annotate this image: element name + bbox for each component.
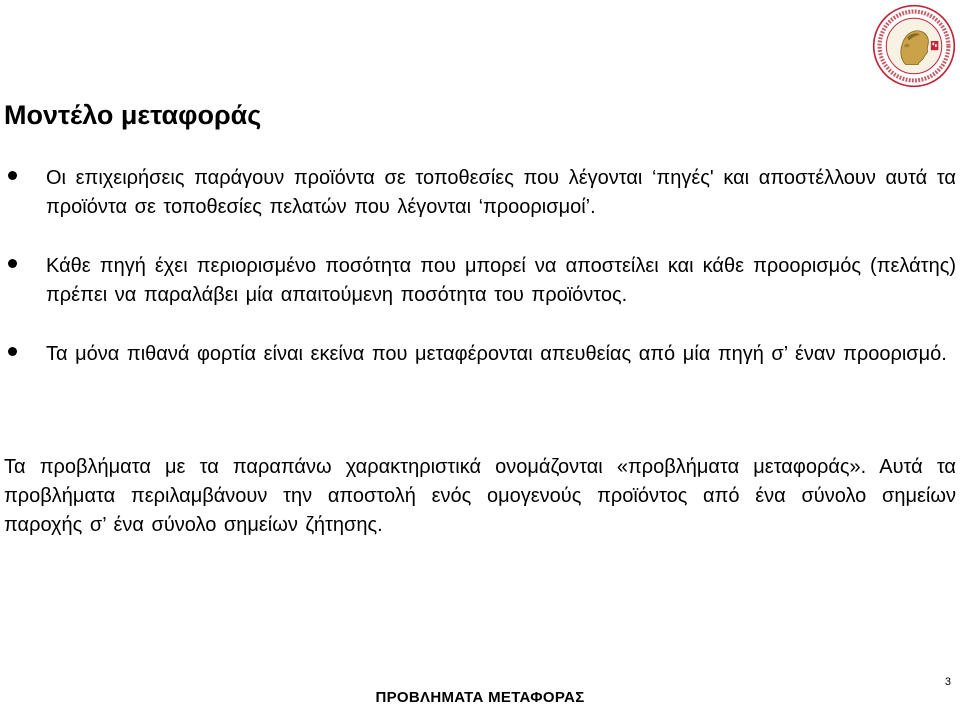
- university-seal-icon: [872, 4, 956, 88]
- bullet-icon: [8, 171, 17, 180]
- list-item: [0, 252, 960, 310]
- bullet-text: Οι επιχειρήσεις παράγουν προϊόντα σε τοποθεσίες που λέγονται ‘πηγές' και αποστέλλουν αυτά τα προϊόντα σε τοποθεσίες πελατών που λέγονται ‘προορισμοί’.: [46, 167, 956, 218]
- bullet-text: Τα μόνα πιθανά φορτία είναι εκείνα που μεταφέρονται απευθείας από μία πηγή σ’ έναν προορισμό.: [46, 343, 947, 365]
- footer-title: ΠΡΟΒΛΗΜΑΤΑ ΜΕΤΑΦΟΡΑΣ: [375, 689, 585, 706]
- page-title: Μοντέλο μεταφοράς: [4, 100, 262, 130]
- page-number: 3: [944, 676, 951, 688]
- bullet-icon: [8, 347, 17, 356]
- bullet-text: Κάθε πηγή έχει περιορισμένο ποσότητα που μπορεί να αποστείλει και κάθε προορισμός (πελάτης) πρέπει να παραλάβει μία απαιτούμενη ποσότητα του προϊόντος.: [46, 255, 956, 306]
- summary-paragraph: Τα προβλήματα με τα παραπάνω χαρακτηριστικά ονομάζονται «προβλήματα μεταφοράς». Αυτά τα προβλήματα περιλαμβάνουν την αποστολή ενός ομογενούς προϊόντος από ένα σύνολο σημείων παροχής σ’ ένα σύνολο σημείων ζήτησης.: [4, 456, 956, 536]
- bullet-icon: [8, 259, 17, 268]
- list-item: [0, 340, 960, 369]
- list-item: [0, 164, 960, 222]
- bullet-list: [0, 164, 960, 399]
